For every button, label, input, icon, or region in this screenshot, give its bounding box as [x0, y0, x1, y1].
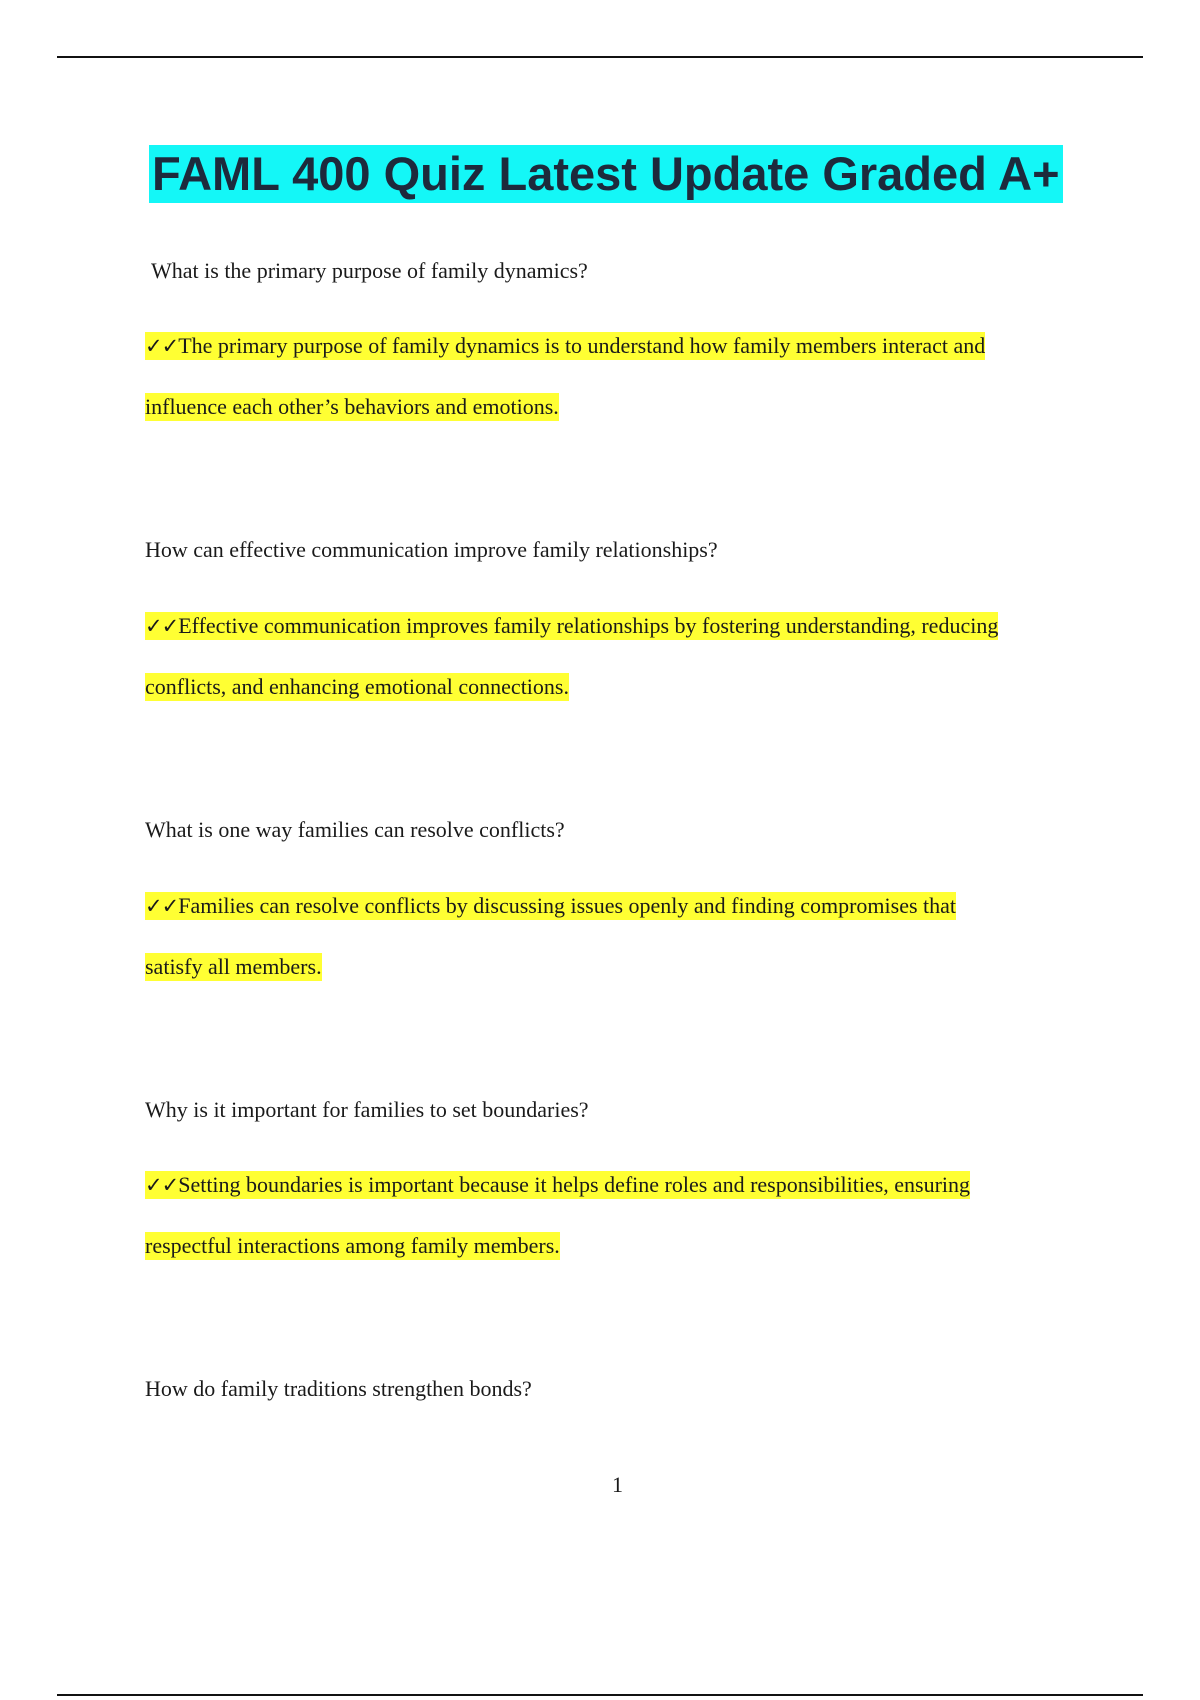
- check-mark-icon: ✓✓: [145, 1173, 179, 1197]
- document-title: FAML 400 Quiz Latest Update Graded A+: [149, 145, 1063, 203]
- answer-2-text-1: Effective communication improves family relationships by fostering understanding, reducing: [178, 613, 999, 638]
- question-1: What is the primary purpose of family dynamics?: [151, 258, 588, 283]
- check-mark-icon: ✓✓: [145, 334, 179, 358]
- page-number: 1: [612, 1472, 623, 1497]
- answer-3-text-2: satisfy all members.: [145, 954, 322, 979]
- answer-3-line-2: [145, 950, 322, 984]
- answer-1-line-2: [145, 390, 559, 424]
- answer-4-text-1: Setting boundaries is important because it helps define roles and responsibilities, ensuring: [178, 1172, 971, 1197]
- bottom-rule: [57, 1694, 1143, 1696]
- answer-2-line-2: [145, 670, 569, 704]
- answer-3-text-1: Families can resolve conflicts by discussing issues openly and finding compromises that: [178, 893, 957, 918]
- question-5: How do family traditions strengthen bonds?: [145, 1376, 532, 1401]
- answer-4-text-2: respectful interactions among family members.: [145, 1233, 560, 1258]
- answer-1-text-1: The primary purpose of family dynamics is to understand how family members interact and: [178, 333, 986, 358]
- check-mark-icon: ✓✓: [145, 614, 179, 638]
- answer-2-line-1: [145, 609, 998, 643]
- answer-4-line-1: [145, 1168, 970, 1202]
- check-mark-icon: ✓✓: [145, 894, 179, 918]
- answer-3-line-1: [145, 889, 956, 923]
- question-3: What is one way families can resolve conflicts?: [145, 817, 565, 842]
- answer-1-text-2: influence each other’s behaviors and emotions.: [145, 394, 559, 419]
- answer-1-line-1: [145, 329, 985, 363]
- question-4: Why is it important for families to set boundaries?: [145, 1097, 589, 1122]
- question-2: How can effective communication improve family relationships?: [145, 537, 718, 562]
- answer-2-text-2: conflicts, and enhancing emotional connections.: [145, 674, 569, 699]
- top-rule: [57, 56, 1143, 58]
- answer-4-line-2: [145, 1229, 560, 1263]
